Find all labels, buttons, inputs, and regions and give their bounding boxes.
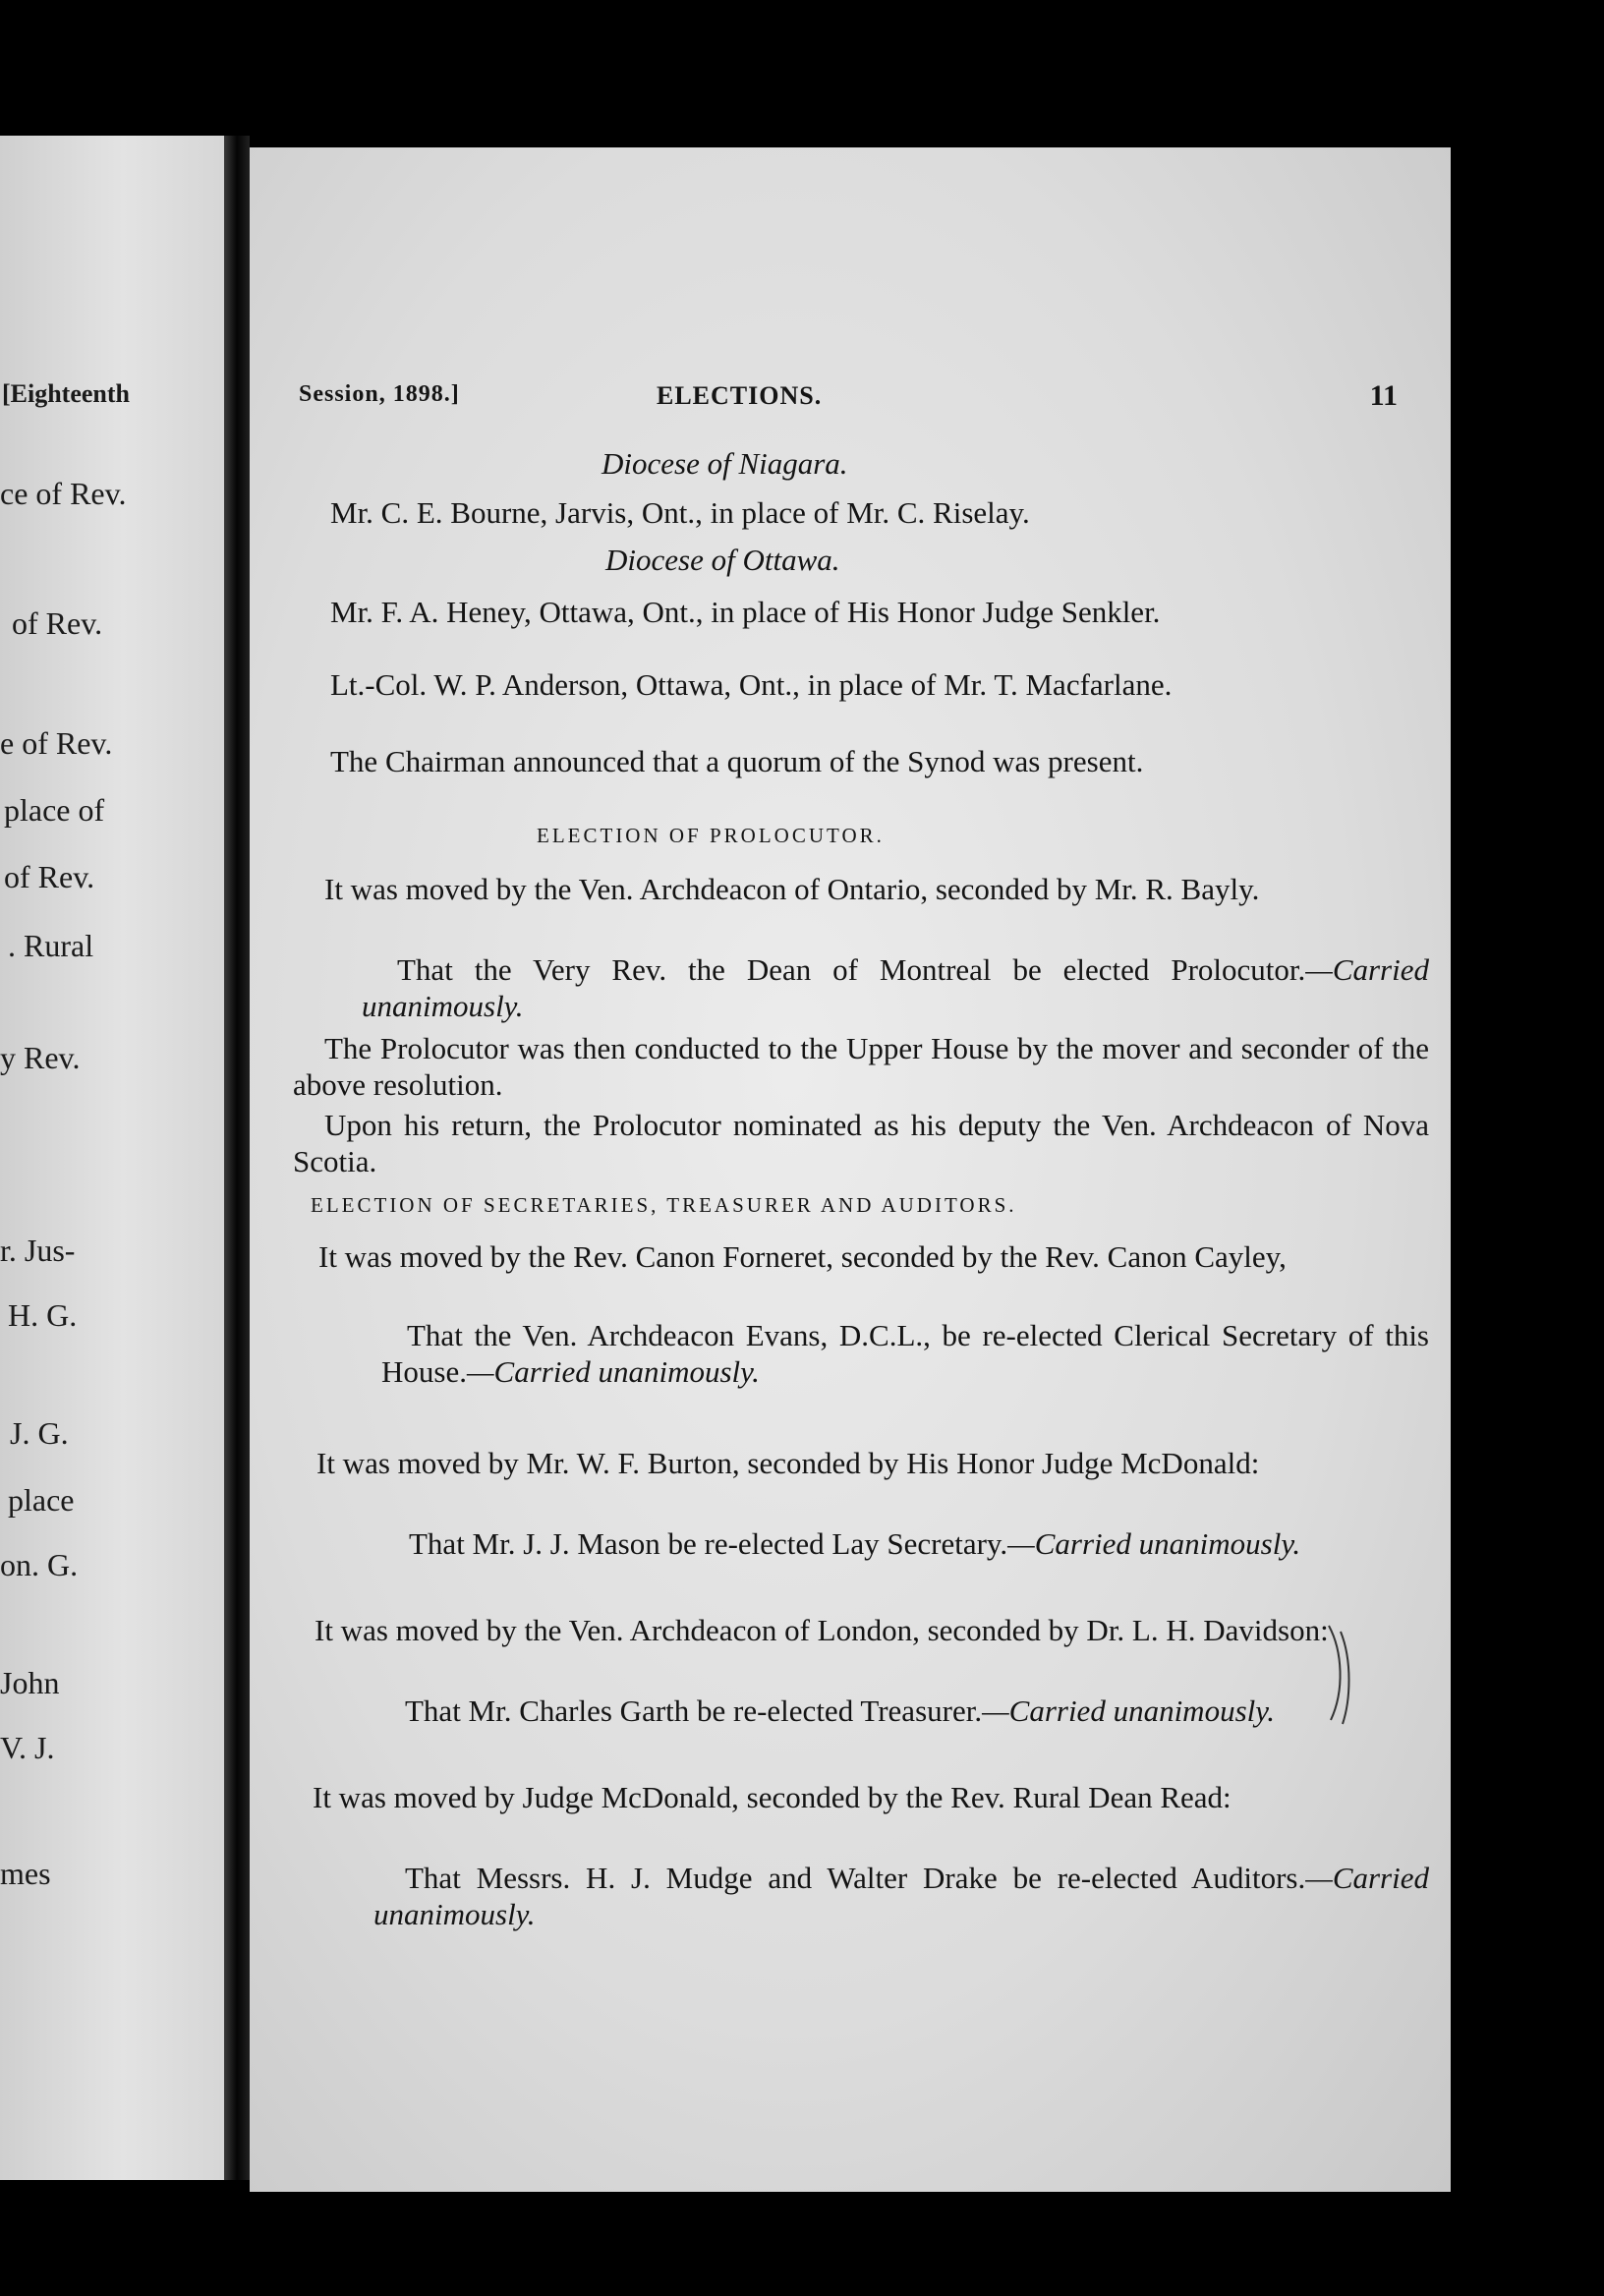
left-line: place of [4,792,105,828]
delegate-entry: Lt.-Col. W. P. Anderson, Ottawa, Ont., in place of Mr. T. Macfarlane. [330,667,1173,702]
facing-page-fragment [0,136,224,2180]
page-title: ELECTIONS. [657,381,823,410]
resolution-paragraph [381,1317,1429,1390]
carried-note: —Carried unanimously. [982,1693,1276,1728]
motion-paragraph: It was moved by the Rev. Canon Forneret, seconded by the Rev. Canon Cayley, [318,1239,1287,1274]
carried-note: —Carried unanimously. [373,1861,1429,1931]
carried-note: —Carried unanimously. [466,1354,760,1389]
left-line: y Rev. [0,1040,81,1075]
quorum-paragraph: The Chairman announced that a quorum of the Synod was present. [330,744,1144,778]
body-paragraph: Upon his return, the Prolocutor nominated as his deputy the Ven. Archdeacon of Nova Scotia. [293,1108,1429,1178]
left-line: of Rev. [4,859,95,894]
left-line: . Rural [8,928,94,963]
resolution-text: That the Very Rev. the Dean of Montreal be elected Prolocutor. [397,952,1306,987]
left-line: r. Jus- [0,1233,76,1268]
resolution-paragraph [381,1525,1429,1562]
resolution-paragraph [362,951,1429,1024]
left-line: place [8,1482,75,1518]
motion-paragraph: It was moved by the Ven. Archdeacon of Ontario, seconded by Mr. R. Bayly. [324,872,1260,906]
left-line: H. G. [8,1297,78,1333]
page-gutter [224,136,250,2180]
body-paragraph: The Prolocutor was then conducted to the Upper House by the mover and seconder of the above resolution. [293,1031,1429,1102]
left-line: V. J. [0,1730,55,1765]
left-line: J. G. [10,1415,69,1451]
section-heading: ELECTION OF PROLOCUTOR. [537,824,885,847]
resolution-text: That the Ven. Archdeacon Evans, D.C.L., be re-elected Clerical Secretary of this House. [381,1318,1429,1389]
section-heading: ELECTION OF SECRETARIES, TREASURER AND AUDITORS. [311,1193,1017,1217]
resolution-paragraph [377,1693,1429,1729]
diocese-heading: Diocese of Niagara. [602,446,848,481]
motion-paragraph: It was moved by Mr. W. F. Burton, seconded by His Honor Judge McDonald: [316,1446,1260,1480]
page-number: 11 [1369,379,1398,412]
left-line: on. G. [0,1547,79,1582]
left-line: of Rev. [12,605,103,641]
pencil-mark [1321,1622,1360,1730]
left-line: e of Rev. [0,725,113,761]
delegate-entry: Mr. C. E. Bourne, Jarvis, Ont., in place of Mr. C. Riselay. [330,495,1030,530]
document-page [250,147,1451,2192]
resolution-text: That Mr. J. J. Mason be re-elected Lay Secretary. [409,1526,1008,1561]
motion-paragraph: It was moved by Judge McDonald, seconded by the Rev. Rural Dean Read: [313,1780,1232,1814]
left-line: ce of Rev. [0,476,127,511]
diocese-heading: Diocese of Ottawa. [605,543,840,577]
delegate-entry: Mr. F. A. Heney, Ottawa, Ont., in place of His Honor Judge Senkler. [330,595,1161,629]
resolution-paragraph [373,1860,1429,1932]
left-line: John [0,1665,60,1700]
left-running-head: [Eighteenth [2,379,130,408]
resolution-text: That Messrs. H. J. Mudge and Walter Drake be re-elected Auditors. [405,1861,1306,1895]
carried-note: —Carried unanimously. [1007,1526,1301,1561]
left-line: mes [0,1856,51,1891]
resolution-text: That Mr. Charles Garth be re-elected Treasurer. [405,1693,983,1728]
carried-note: —Carried unanimously. [362,952,1429,1023]
motion-paragraph: It was moved by the Ven. Archdeacon of London, seconded by Dr. L. H. Davidson: [315,1613,1329,1647]
running-head: Session, 1898.] [299,381,460,407]
